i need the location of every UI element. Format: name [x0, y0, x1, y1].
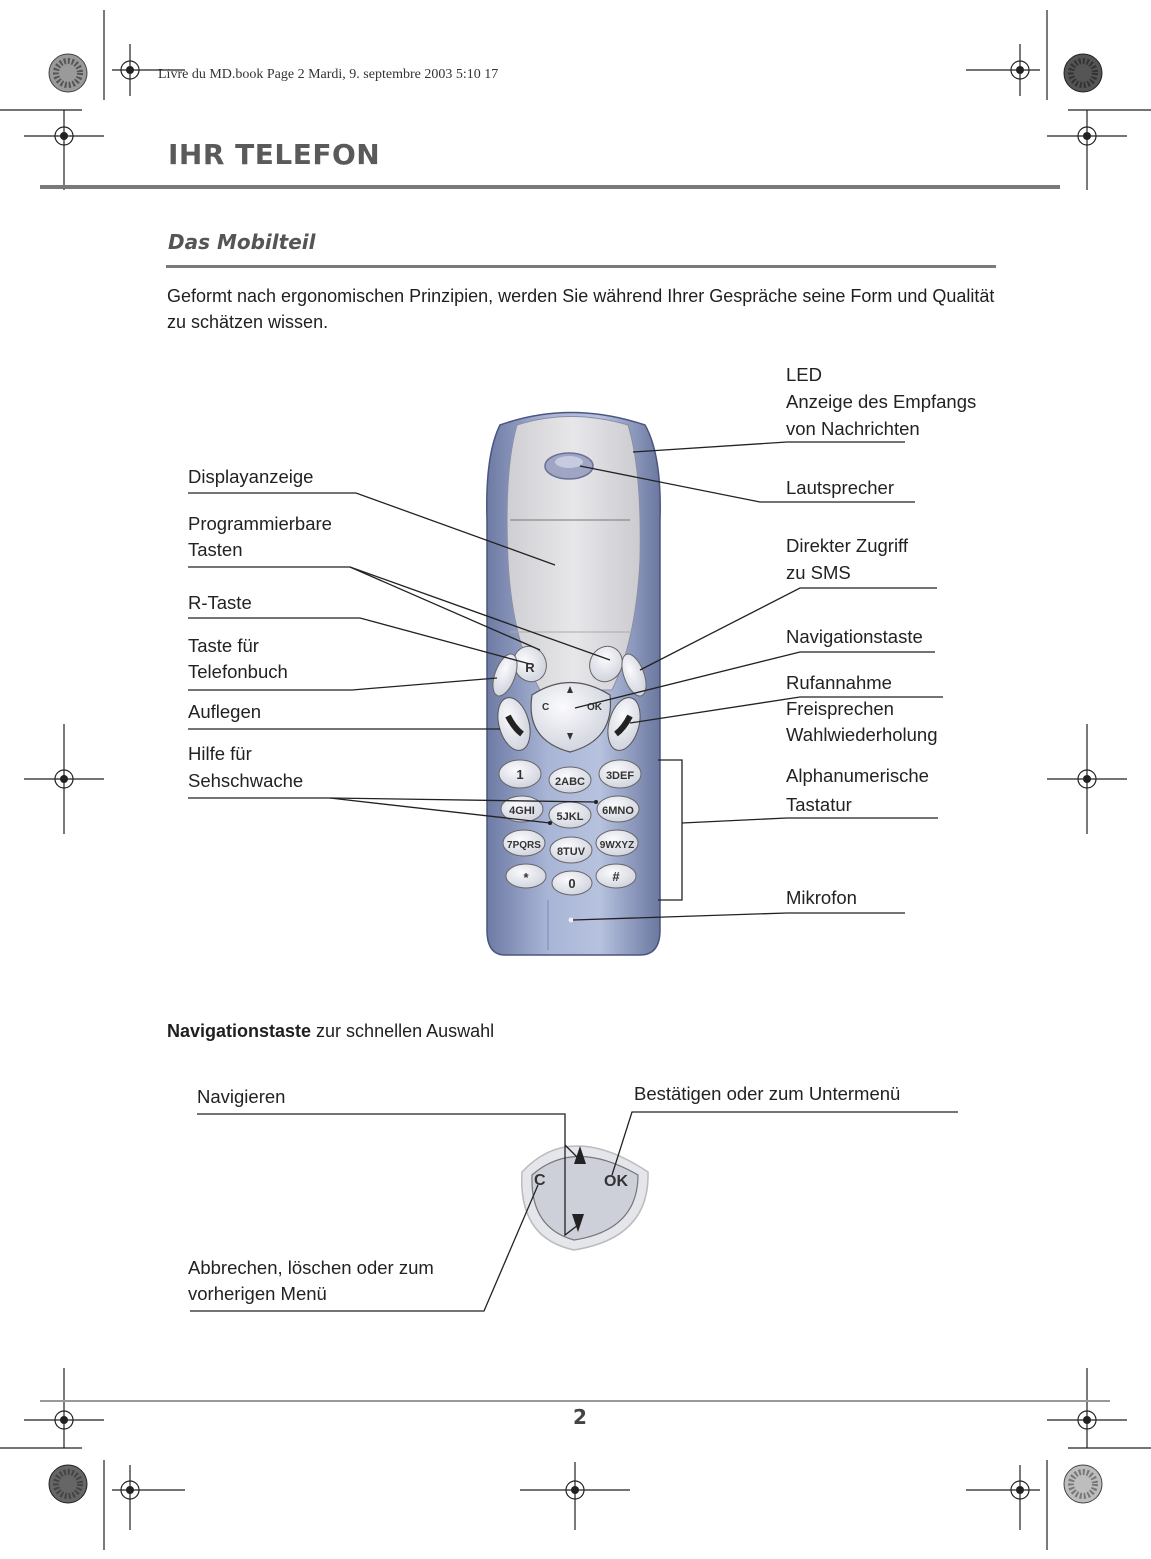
key-9: 9WXYZ: [599, 840, 635, 851]
label-navigationstaste: Navigationstaste: [786, 626, 923, 647]
label-programmierbare: Programmierbare Tasten: [188, 513, 332, 560]
label-r-taste: R-Taste: [188, 592, 252, 613]
label-navigieren: Navigieren: [197, 1086, 286, 1107]
label-led: LED Anzeige des Empfangs von Nachrichten: [786, 364, 977, 439]
key-2: 2ABC: [555, 776, 585, 788]
key-7: 7PQRS: [507, 840, 541, 851]
label-alphanumerische: Alphanumerische Tastatur: [786, 765, 929, 815]
nav-c-label: C: [542, 702, 550, 713]
chapter-title: IHR TELEFON: [168, 138, 381, 171]
label-bestaetigen: Bestätigen oder zum Untermenü: [634, 1083, 901, 1104]
label-mikrofon: Mikrofon: [786, 887, 857, 908]
nav-key-ok: OK: [604, 1173, 628, 1190]
nav-key-c: C: [534, 1172, 546, 1189]
label-telefonbuch: Taste für Telefonbuch: [188, 635, 288, 682]
label-direkter-zugriff: Direkter Zugriff zu SMS: [786, 535, 908, 583]
key-8: 8TUV: [556, 846, 586, 858]
label-hilfe: Hilfe für Sehschwache: [188, 743, 304, 791]
label-rufannahme: Rufannahme Freisprechen Wahlwiederholung: [786, 672, 938, 745]
page-number: 2: [573, 1405, 587, 1429]
key-hash: #: [612, 869, 620, 884]
label-auflegen: Auflegen: [188, 701, 262, 722]
label-lautsprecher: Lautsprecher: [786, 477, 894, 498]
label-displayanzeige: Displayanzeige: [188, 466, 314, 487]
key-star: *: [523, 870, 529, 885]
navigation-heading: Navigationstaste zur schnellen Auswahl: [167, 1021, 495, 1041]
label-abbrechen: Abbrechen, löschen oder zum vorherigen Menü: [188, 1257, 434, 1304]
footer-rule: [40, 1400, 1110, 1402]
key-4: 4GHI: [509, 805, 535, 817]
print-meta: Livre du MD.book Page 2 Mardi, 9. septembre 2003 5:10 17: [158, 67, 499, 82]
r-key-label: R: [525, 660, 535, 675]
key-6: 6MNO: [602, 805, 634, 817]
key-3: 3DEF: [605, 770, 635, 782]
key-1: 1: [516, 767, 524, 782]
key-0: 0: [568, 876, 576, 891]
intro-paragraph: Geformt nach ergonomischen Prinzipien, werden Sie während Ihrer Gespräche seine Form und Qualität zu schätzen wissen.: [167, 286, 995, 332]
key-5: 5JKL: [556, 811, 584, 823]
section-title: Das Mobilteil: [168, 230, 316, 254]
nav-ok-label: OK: [587, 702, 602, 713]
